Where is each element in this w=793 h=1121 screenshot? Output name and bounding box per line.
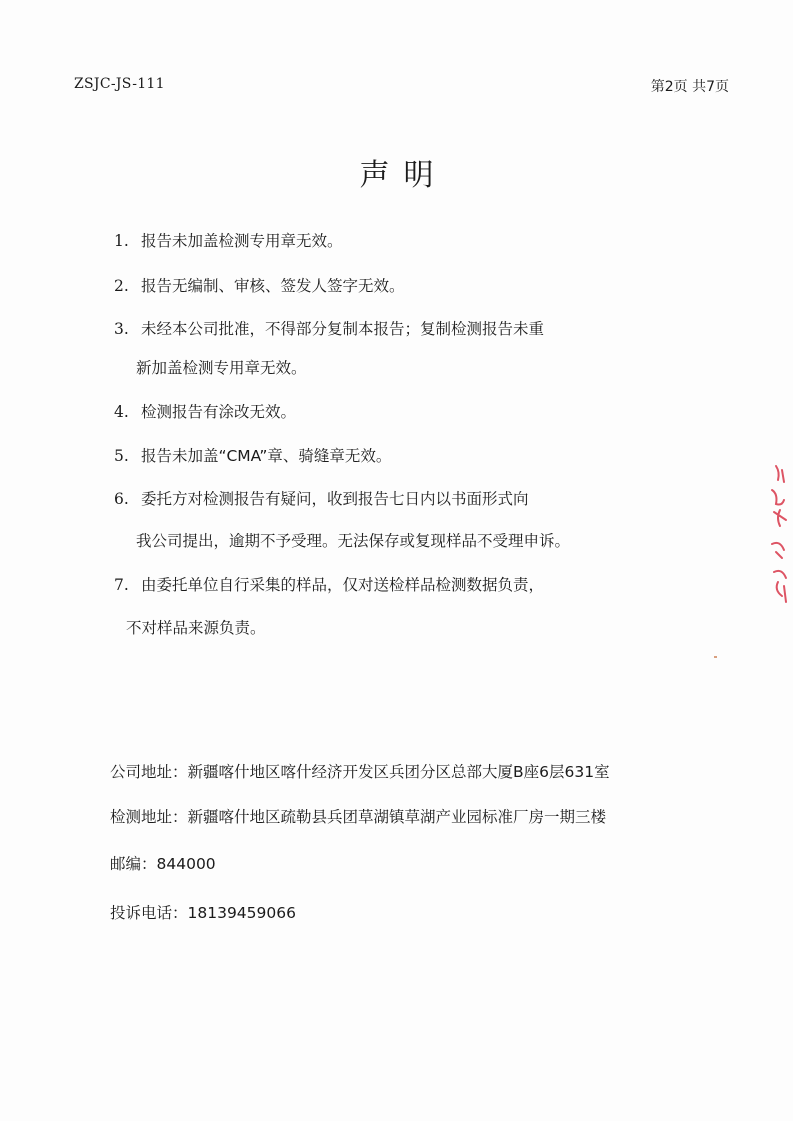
ink-dot (714, 656, 717, 658)
page-title: 声明 (359, 158, 448, 193)
item-text: 报告无编制、审核、签发人签字无效。 (140, 277, 405, 295)
item-continuation: 新加盖检测专用章无效。 (136, 359, 307, 377)
list-item (114, 488, 528, 510)
item-number: 7. (114, 576, 129, 594)
item-continuation: 不对样品来源负责。 (126, 619, 266, 637)
item-text: 由委托单位自行采集的样品，仅对送检样品检测数据负责， (140, 576, 544, 594)
item-number: 5. (114, 447, 129, 465)
item-continuation: 我公司提出，逾期不予受理。无法保存或复现样品不受理申诉。 (136, 532, 571, 550)
item-text: 报告未加盖检测专用章无效。 (140, 232, 343, 250)
page-number: 第2页 共7页 (650, 79, 729, 95)
test-address: 检测地址：新疆喀什地区疏勒县兵团草湖镇草湖产业园标准厂房一期三楼 (110, 808, 607, 826)
list-item (114, 574, 544, 596)
list-item (114, 230, 342, 252)
postcode: 邮编：844000 (110, 855, 216, 873)
company-address: 公司地址：新疆喀什地区喀什经济开发区兵团分区总部大厦B座6层631室 (110, 763, 610, 781)
item-text: 报告未加盖“CMA”章、骑缝章无效。 (140, 447, 392, 465)
item-number: 4. (114, 403, 129, 421)
complaint-phone: 投诉电话：18139459066 (110, 904, 296, 922)
item-number: 2. (114, 277, 129, 295)
item-number: 1. (114, 232, 129, 250)
item-text: 未经本公司批准，不得部分复制本报告；复制检测报告未重 (140, 320, 544, 338)
list-item (114, 445, 391, 467)
item-text: 检测报告有涂改无效。 (140, 403, 296, 421)
list-item (114, 401, 296, 423)
seam-stamp-fragment (762, 460, 792, 610)
list-item (114, 318, 544, 340)
item-text: 委托方对检测报告有疑问，收到报告七日内以书面形式向 (140, 490, 529, 508)
item-number: 3. (114, 320, 129, 338)
item-number: 6. (114, 490, 129, 508)
list-item (114, 275, 404, 297)
document-code: ZSJC-JS-111 (74, 76, 165, 92)
